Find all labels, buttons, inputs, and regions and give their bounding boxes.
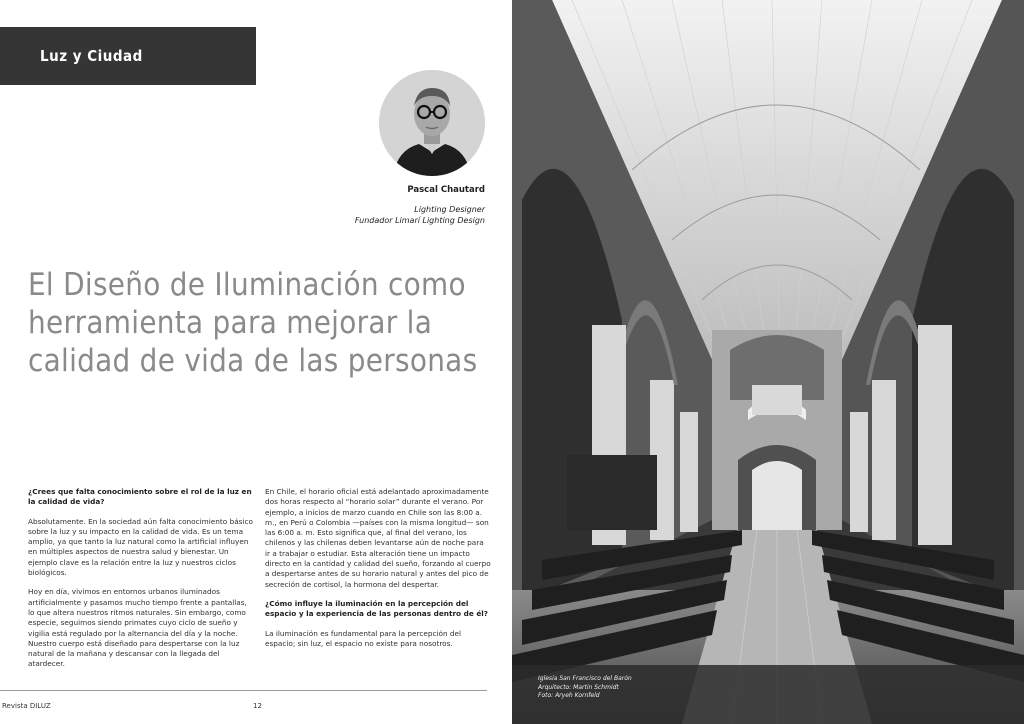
church-interior-photo (512, 0, 1024, 724)
photo-caption-line: Foto: Aryeh Kornfeld (538, 692, 600, 699)
footer-brand: Revista DILUZ (2, 702, 51, 710)
interview-question: ¿Crees que falta conocimiento sobre el rol de la luz en la calidad de vida? (28, 487, 252, 507)
article-paragraph: Absolutamente. En la sociedad aún falta conocimiento básico sobre la luz y su impacto en la calidad de vida. Es un tema amplio, ya que tanto la luz natural como la artificial influyen en múltiples aspectos de nuestra salud y bienestar. Un ejemplo clave es la relación entre la luz y nuestros ciclos biológicos. (28, 516, 253, 578)
author-portrait-icon (379, 70, 485, 176)
author-name: Pascal Chautard (407, 185, 485, 195)
page-number: 12 (253, 702, 262, 710)
author-affiliation: Fundador Limarí Lighting Design (354, 216, 485, 225)
section-label: Luz y Ciudad (40, 47, 143, 65)
author-avatar (379, 70, 485, 176)
article-paragraph: La iluminación es fundamental para la percepción del espacio; sin luz, el espacio no existe para nosotros. (265, 628, 462, 648)
author-credit (355, 185, 485, 227)
photo-caption (538, 675, 632, 701)
article-paragraph: En Chile, el horario oficial está adelantado aproximadamente dos horas respecto al “horario solar” durante el verano. Por ejemplo, a inicios de marzo cuando en Chile son las 8:00 a. m., en Perú o Colombia —países con la misma longitud— son las 6:00 a. m. Esto significa que, al final del verano, los chilenos y las chilenas deben levantarse aún de noche para ir a trabajar o estudiar. Esta alteración tiene un impacto directo en la cantidad y calidad del sueño, forzando al cuerpo a despertarse antes de su horario natural y antes del pico de secreción de cortisol, la hormona del despertar. (265, 487, 491, 589)
photo-caption-line: Iglesia San Francisco del Barón (538, 675, 632, 682)
article-title: El Diseño de Iluminación como herramienta para mejorar la calidad de vida de las personas (28, 267, 478, 379)
author-role: Lighting Designer (414, 204, 485, 214)
article-column-1 (28, 487, 254, 679)
church-interior-photo-icon (512, 0, 1024, 724)
article-column-2 (265, 487, 491, 658)
section-tab (0, 27, 256, 85)
photo-caption-line: Arquitecto: Martin Schmidt (538, 683, 619, 691)
footer-divider (0, 690, 487, 691)
interview-question: ¿Cómo influye la iluminación en la percepción del espacio y la experiencia de las personas dentro de él? (265, 598, 488, 619)
article-paragraph: Hoy en día, vivimos en entornos urbanos iluminados artificialmente y pasamos mucho tiempo frente a pantallas, lo que altera nuestros ritmos naturales. Sin embargo, como especie, seguimos siendo primates cuyo ciclo de sueño y vigilia está regulado por la alternancia del día y la noche. Nuestro cuerpo está diseñado para despertarse con la luz natural de la mañana y descansar con la llegada del atardecer. (28, 587, 247, 669)
